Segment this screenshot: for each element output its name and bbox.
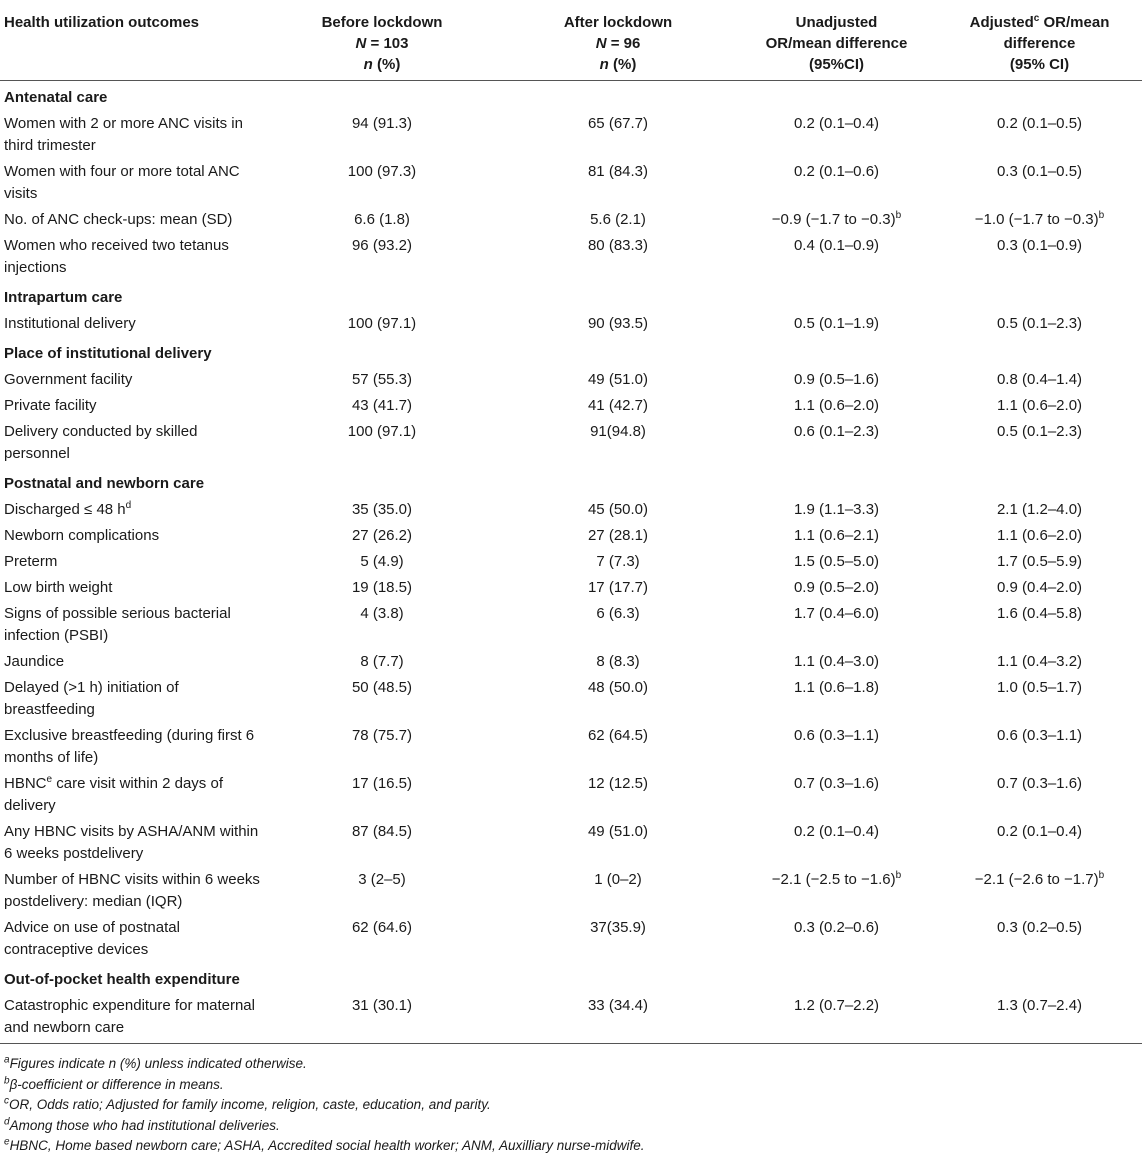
unadjusted-value: 0.6 (0.1–2.3) — [793, 423, 880, 440]
outcome-label: Catastrophic expenditure for maternal and newborn care — [0, 993, 264, 1044]
adjusted-value: 1.1 (0.6–2.0) — [996, 527, 1083, 544]
header-unadjusted: Unadjusted OR/mean difference (95%CI) — [736, 0, 937, 81]
after-value: 17 (17.7) — [587, 579, 649, 596]
before-value: 57 (55.3) — [351, 371, 413, 388]
section-row — [0, 281, 1142, 311]
adjusted-value: 0.6 (0.3–1.1) — [996, 727, 1083, 744]
outcome-label: Women with 2 or more ANC visits in third trimester — [4, 115, 243, 154]
before-value: 3 (2–5) — [358, 871, 406, 888]
footnote: $^e$HBNC, Home based newborn care; ASHA, Accredited social health worker; ANM, Auxilliary nurse-midwife. — [4, 1136, 645, 1153]
footnote: $^b$β-coefficient or difference in means. — [4, 1075, 224, 1092]
adjusted-value: 0.7 (0.3–1.6) — [996, 775, 1083, 792]
before-value: 27 (26.2) — [351, 527, 413, 544]
adjusted-value: 0.3 (0.1–0.9) — [996, 237, 1083, 254]
after-value: 1 (0–2) — [594, 871, 642, 888]
after-value: 48 (50.0) — [587, 679, 649, 696]
adjusted-value: 1.3 (0.7–2.4) — [937, 993, 1142, 1044]
table-row — [0, 819, 1142, 867]
section-row — [0, 467, 1142, 497]
before-value: 94 (91.3) — [351, 115, 413, 132]
section-row — [0, 337, 1142, 367]
footnote: $^d$Among those who had institutional deliveries. — [4, 1116, 280, 1133]
unadjusted-value: 1.1 (0.6–1.8) — [793, 679, 880, 696]
after-value: 27 (28.1) — [587, 527, 649, 544]
table-row — [0, 207, 1142, 233]
unadjusted-value: 0.9 (0.5–2.0) — [793, 579, 880, 596]
before-value: 78 (75.7) — [351, 727, 413, 744]
after-value: 37(35.9) — [590, 919, 646, 936]
before-value: 4 (3.8) — [360, 605, 404, 622]
unadjusted-value: 0.9 (0.5–1.6) — [793, 371, 880, 388]
table-row — [0, 111, 1142, 159]
before-value: 62 (64.6) — [351, 919, 413, 936]
after-value: 81 (84.3) — [587, 163, 649, 180]
section-row — [0, 81, 1142, 112]
before-value: 5 (4.9) — [360, 553, 404, 570]
table-row — [0, 575, 1142, 601]
footnote: $^c$OR, Odds ratio; Adjusted for family income, religion, caste, education, and parity. — [4, 1095, 491, 1112]
outcome-label: Women who received two tetanus injections — [4, 237, 229, 276]
outcome-label: Any HBNC visits by ASHA/ANM within 6 weeks postdelivery — [4, 823, 259, 862]
outcome-label: HBNC$^e$ care visit within 2 days of delivery — [4, 774, 223, 814]
outcome-label: Number of HBNC visits within 6 weeks postdelivery: median (IQR) — [4, 871, 260, 910]
before-value: 87 (84.5) — [351, 823, 413, 840]
adjusted-value: 0.5 (0.1–2.3) — [996, 423, 1083, 440]
after-value: 90 (93.5) — [587, 315, 649, 332]
table-row — [0, 549, 1142, 575]
before-value: 50 (48.5) — [351, 679, 413, 696]
before-value: 100 (97.1) — [347, 315, 417, 332]
outcome-label: Delivery conducted by skilled personnel — [4, 423, 198, 462]
outcome-label: Signs of possible serious bacterial infection (PSBI) — [4, 605, 231, 644]
section-title: Intrapartum care — [4, 289, 123, 306]
outcome-label: Advice on use of postnatal contraceptive devices — [4, 919, 180, 958]
unadjusted-value: 0.2 (0.1–0.6) — [793, 163, 880, 180]
table-row — [0, 675, 1142, 723]
after-value: 91(94.8) — [590, 423, 646, 440]
table-body — [0, 81, 1142, 1044]
unadjusted-value: 1.1 (0.6–2.0) — [793, 397, 880, 414]
section-title: Out-of-pocket health expenditure — [4, 971, 240, 988]
unadjusted-value: 1.9 (1.1–3.3) — [793, 501, 880, 518]
table-row — [0, 367, 1142, 393]
adjusted-value: 1.1 (0.4–3.2) — [996, 653, 1083, 670]
unadjusted-value: 1.1 (0.6–2.1) — [793, 527, 880, 544]
adjusted-value: 0.5 (0.1–2.3) — [996, 315, 1083, 332]
table-row — [0, 523, 1142, 549]
outcome-label: Newborn complications — [4, 527, 160, 544]
table-row — [0, 601, 1142, 649]
table-row — [0, 771, 1142, 819]
table-row — [0, 419, 1142, 467]
unadjusted-value: 0.7 (0.3–1.6) — [793, 775, 880, 792]
adjusted-value: 0.3 (0.1–0.5) — [996, 163, 1083, 180]
after-value: 12 (12.5) — [587, 775, 649, 792]
after-value: 7 (7.3) — [596, 553, 640, 570]
footnotes — [4, 1054, 1142, 1157]
after-value: 80 (83.3) — [587, 237, 649, 254]
header-adjusted: Adjusted$^c$ OR/mean difference (95% CI) — [937, 0, 1142, 81]
after-value: 33 (34.4) — [500, 993, 736, 1044]
adjusted-value: −2.1 (−2.6 to −1.7)$^b$ — [974, 870, 1105, 888]
before-value: 31 (30.1) — [264, 993, 500, 1044]
unadjusted-value: 0.3 (0.2–0.6) — [793, 919, 880, 936]
adjusted-value: 0.2 (0.1–0.4) — [996, 823, 1083, 840]
after-value: 6 (6.3) — [596, 605, 640, 622]
unadjusted-value: 1.7 (0.4–6.0) — [793, 605, 880, 622]
outcome-label: Institutional delivery — [4, 315, 136, 332]
adjusted-value: 0.3 (0.2–0.5) — [996, 919, 1083, 936]
after-value: 49 (51.0) — [587, 823, 649, 840]
after-value: 45 (50.0) — [587, 501, 649, 518]
adjusted-value: 1.6 (0.4–5.8) — [996, 605, 1083, 622]
unadjusted-value: −2.1 (−2.5 to −1.6)$^b$ — [771, 870, 902, 888]
table-row — [0, 993, 1142, 1044]
section-row — [0, 963, 1142, 993]
section-title: Place of institutional delivery — [4, 345, 212, 362]
table-row — [0, 159, 1142, 207]
outcome-label: Women with four or more total ANC visits — [4, 163, 240, 202]
table-row — [0, 311, 1142, 337]
outcome-label: Discharged ≤ 48 $h^d$ — [4, 500, 132, 518]
adjusted-value: 0.2 (0.1–0.5) — [996, 115, 1083, 132]
outcome-label: No. of ANC check-ups: mean (SD) — [4, 211, 233, 228]
outcome-label: Exclusive breastfeeding (during first 6 months of life) — [4, 727, 255, 766]
adjusted-value: 0.9 (0.4–2.0) — [996, 579, 1083, 596]
outcome-label: Jaundice — [4, 653, 65, 670]
table-header — [0, 0, 1142, 81]
before-value: 6.6 (1.8) — [354, 211, 410, 228]
before-value: 19 (18.5) — [351, 579, 413, 596]
section-title: Antenatal care — [4, 89, 108, 106]
before-value: 96 (93.2) — [351, 237, 413, 254]
before-value: 43 (41.7) — [351, 397, 413, 414]
after-value: 62 (64.5) — [587, 727, 649, 744]
table-row — [0, 867, 1142, 915]
after-value: 8 (8.3) — [596, 653, 640, 670]
unadjusted-value: 0.5 (0.1–1.9) — [793, 315, 880, 332]
header-row — [0, 0, 1142, 81]
adjusted-value: 1.7 (0.5–5.9) — [996, 553, 1083, 570]
before-value: 100 (97.3) — [347, 163, 417, 180]
unadjusted-value: 1.1 (0.4–3.0) — [793, 653, 880, 670]
table-row — [0, 649, 1142, 675]
adjusted-value: 1.1 (0.6–2.0) — [996, 397, 1083, 414]
header-after-lockdown: After lockdown N = 96 n (%) — [500, 0, 736, 81]
after-value: 5.6 (2.1) — [590, 211, 646, 228]
outcome-label: Delayed (>1 h) initiation of breastfeeding — [4, 679, 179, 718]
before-value: 17 (16.5) — [351, 775, 413, 792]
table-row — [0, 723, 1142, 771]
outcome-label: Low birth weight — [4, 579, 113, 596]
unadjusted-value: 0.6 (0.3–1.1) — [793, 727, 880, 744]
table-row — [0, 233, 1142, 281]
adjusted-value: 0.8 (0.4–1.4) — [996, 371, 1083, 388]
adjusted-value: −1.0 (−1.7 to −0.3)$^b$ — [974, 210, 1105, 228]
unadjusted-value: 0.4 (0.1–0.9) — [793, 237, 880, 254]
header-before-lockdown: Before lockdown N = 103 n (%) — [264, 0, 500, 81]
table-row — [0, 497, 1142, 523]
section-title: Postnatal and newborn care — [4, 475, 205, 492]
unadjusted-value: 0.2 (0.1–0.4) — [793, 115, 880, 132]
header-outcomes: Health utilization outcomes — [0, 0, 264, 81]
before-value: 8 (7.7) — [360, 653, 404, 670]
outcome-label: Preterm — [4, 553, 58, 570]
unadjusted-value: 1.2 (0.7–2.2) — [736, 993, 937, 1044]
unadjusted-value: 0.2 (0.1–0.4) — [793, 823, 880, 840]
unadjusted-value: −0.9 (−1.7 to −0.3)$^b$ — [771, 210, 902, 228]
before-value: 35 (35.0) — [351, 501, 413, 518]
table-row — [0, 393, 1142, 419]
footnote: $^a$Figures indicate n (%) unless indicated otherwise. — [4, 1054, 307, 1071]
after-value: 41 (42.7) — [587, 397, 649, 414]
outcome-label: Government facility — [4, 371, 133, 388]
adjusted-value: 2.1 (1.2–4.0) — [996, 501, 1083, 518]
adjusted-value: 1.0 (0.5–1.7) — [996, 679, 1083, 696]
outcome-label: Private facility — [4, 397, 97, 414]
after-value: 49 (51.0) — [587, 371, 649, 388]
after-value: 65 (67.7) — [587, 115, 649, 132]
unadjusted-value: 1.5 (0.5–5.0) — [793, 553, 880, 570]
table-row — [0, 915, 1142, 963]
before-value: 100 (97.1) — [347, 423, 417, 440]
